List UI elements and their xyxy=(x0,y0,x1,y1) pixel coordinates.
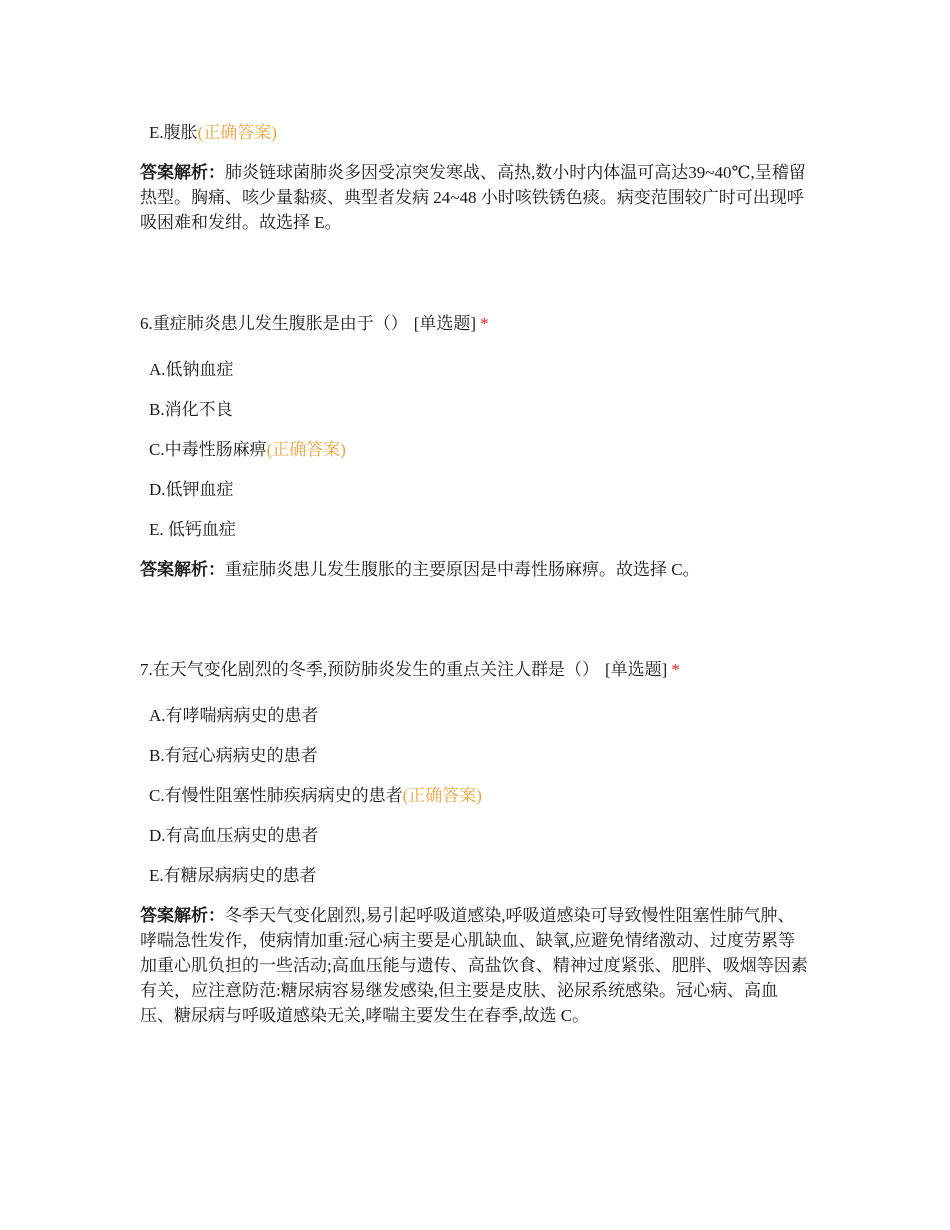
explanation-label: 答案解析： xyxy=(140,163,225,182)
question-7-option-e xyxy=(149,865,317,887)
explanation-text: 肺炎链球菌肺炎多因受凉突发寒战、高热,数小时内体温可高达39~40℃,呈稽留热型。胸痛、咳少量黏痰、典型者发病 24~48 小时咳铁锈色痰。病变范围较广时可出现呼吸困难和发绀。故选择 E。 xyxy=(140,163,806,232)
correct-answer-mark: (正确答案) xyxy=(266,440,346,459)
question-6-option-d xyxy=(149,479,234,501)
option-text: B.有冠心病病史的患者 xyxy=(149,746,318,765)
option-text: D.有高血压病史的患者 xyxy=(149,826,319,845)
question-7-title xyxy=(140,659,680,681)
explanation-text: 冬季天气变化剧烈,易引起呼吸道感染,呼吸道感染可导致慢性阻塞性肺气肿、哮喘急性发作，使病情加重:冠心病主要是心肌缺血、缺氧,应避免情绪激动、过度劳累等加重心肌负担的一些活动;高血压能与遗传、高盐饮食、精神过度紧张、肥胖、吸烟等因素有关，应注意防范:糖尿病容易继发感染,但主要是皮肤、泌尿系统感染。冠心病、高血压、糖尿病与呼吸道感染无关,哮喘主要发生在春季,故选 C。 xyxy=(140,906,808,1025)
option-text: E. 低钙血症 xyxy=(149,520,236,539)
correct-answer-mark: (正确答案) xyxy=(402,786,482,805)
option-text: C.有慢性阻塞性肺疾病病史的患者 xyxy=(149,786,403,805)
correct-answer-mark: (正确答案) xyxy=(197,123,277,142)
question-6-option-a xyxy=(149,359,234,381)
question-7-option-b xyxy=(149,745,318,767)
explanation-text: 重症肺炎患儿发生腹胀的主要原因是中毒性肠麻痹。故选择 C。 xyxy=(225,560,700,579)
option-text: D.低钾血症 xyxy=(149,480,234,499)
question-7-option-d xyxy=(149,825,319,847)
option-text: A.有哮喘病病史的患者 xyxy=(149,706,319,725)
question-6-option-c xyxy=(149,439,346,461)
option-text: A.低钠血症 xyxy=(149,360,234,379)
explanation-label: 答案解析： xyxy=(140,906,225,925)
question-6-option-e xyxy=(149,519,236,541)
explanation-label: 答案解析： xyxy=(140,560,225,579)
question-5-explanation xyxy=(140,160,810,235)
option-text: B.消化不良 xyxy=(149,400,233,419)
question-text: 6.重症肺炎患儿发生腹胀是由于（） xyxy=(140,314,408,333)
question-6-explanation xyxy=(140,557,810,582)
question-type: [单选题] xyxy=(605,660,668,679)
option-text: E.腹胀 xyxy=(149,123,198,142)
question-6-option-b xyxy=(149,399,233,421)
option-text: C.中毒性肠麻痹 xyxy=(149,440,267,459)
required-mark: * xyxy=(671,660,680,679)
question-7-option-a xyxy=(149,705,319,727)
question-6-title xyxy=(140,313,489,335)
option-text: E.有糖尿病病史的患者 xyxy=(149,866,317,885)
question-type: [单选题] xyxy=(413,314,477,333)
question-7-explanation xyxy=(140,903,810,1028)
question-7-option-c xyxy=(149,785,482,807)
required-mark: * xyxy=(480,314,489,333)
question-text: 7.在天气变化剧烈的冬季,预防肺炎发生的重点关注人群是（） xyxy=(140,660,599,679)
question-5-option-e xyxy=(149,122,277,144)
